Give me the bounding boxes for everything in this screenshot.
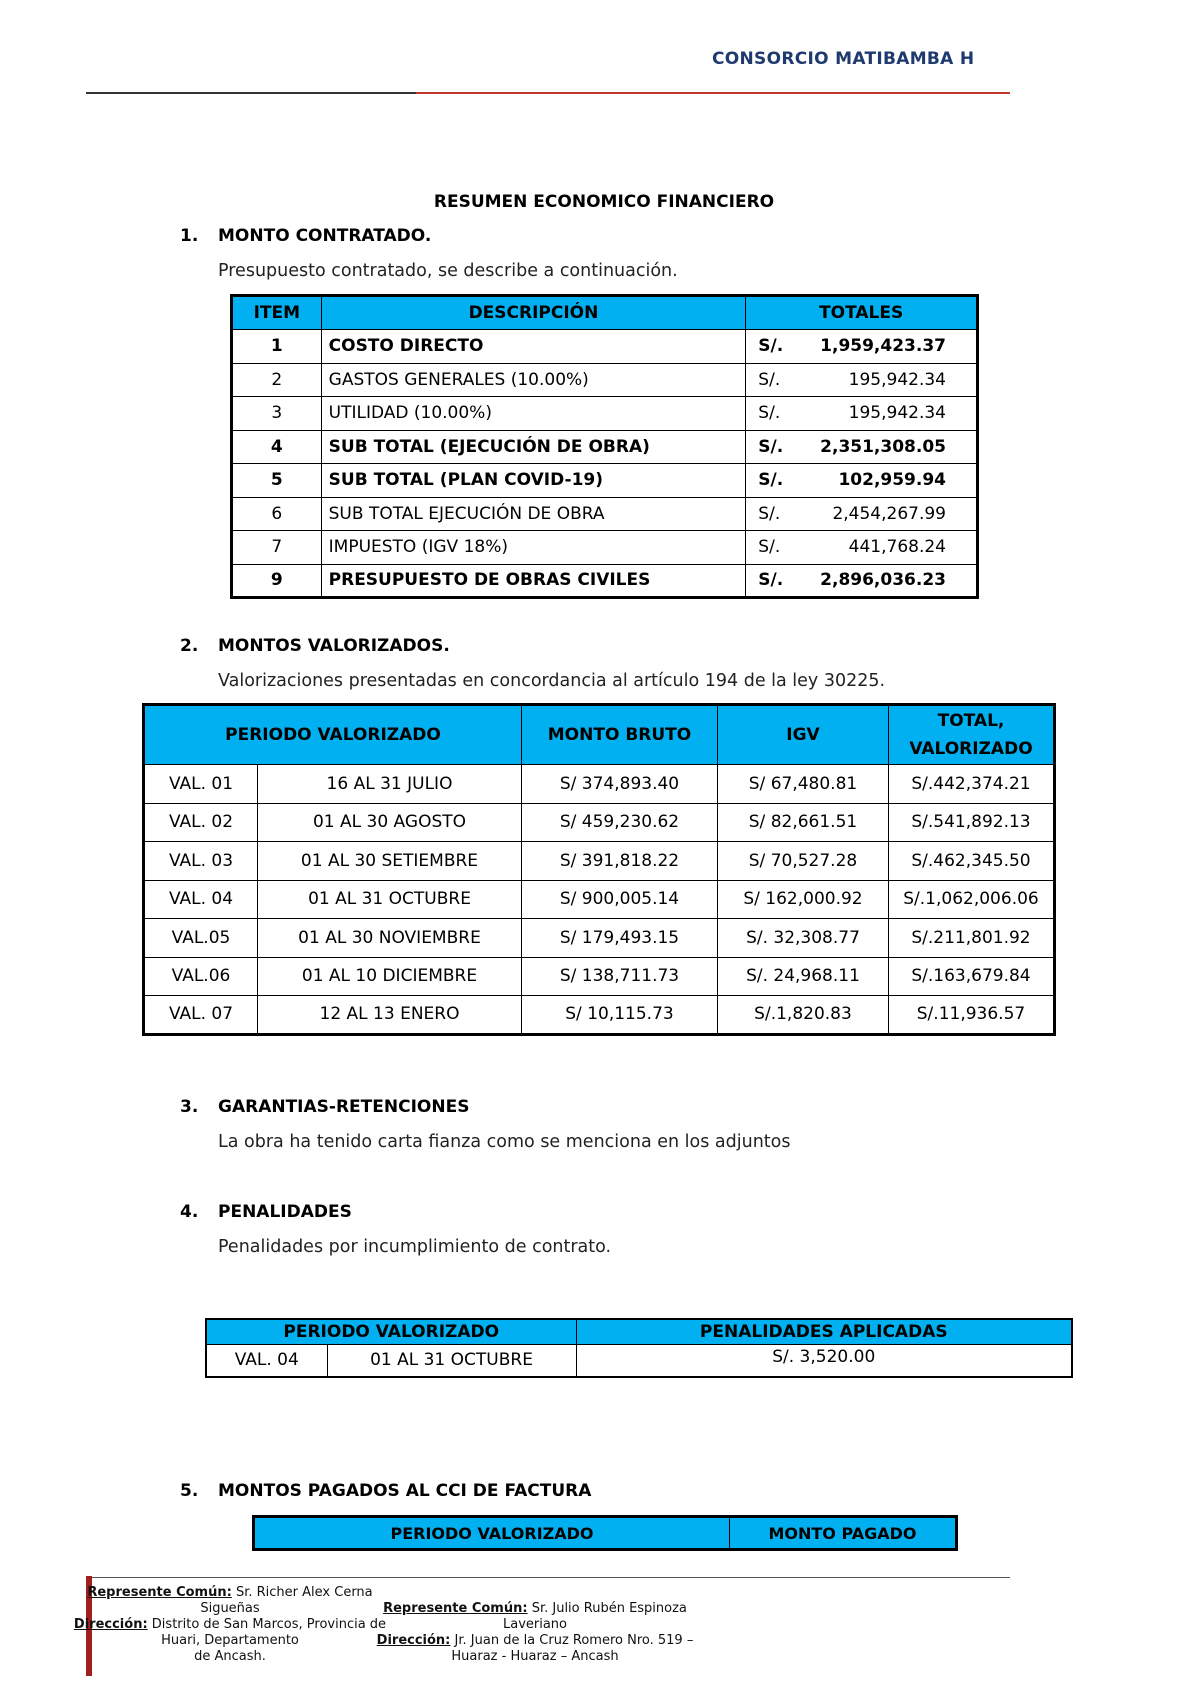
cell-item: 1 <box>232 330 322 364</box>
table-row <box>232 363 978 397</box>
cell-currency: S/. <box>746 430 796 464</box>
table-row <box>144 880 1055 919</box>
cell-igv: S/.1,820.83 <box>718 996 889 1035</box>
footer-right-rep <box>345 1601 725 1617</box>
cell-periodo: 12 AL 13 ENERO <box>258 996 522 1035</box>
column-header-totales: TOTALES <box>746 296 978 330</box>
table-row <box>232 330 978 364</box>
section-number: 3. <box>180 1097 199 1117</box>
column-header-periodo: PERIODO VALORIZADO <box>144 705 522 765</box>
table-row <box>232 531 978 565</box>
column-header-monto-bruto: MONTO BRUTO <box>522 705 718 765</box>
table-header-row <box>232 296 978 330</box>
cell-monto-bruto: S/ 138,711.73 <box>522 957 718 996</box>
section-title: MONTOS PAGADOS AL CCI DE FACTURA <box>218 1481 592 1501</box>
table-row <box>232 430 978 464</box>
cell-periodo: 01 AL 30 SETIEMBRE <box>258 842 522 881</box>
cell-amount: 2,351,308.05 <box>796 430 978 464</box>
cell-val: VAL. 07 <box>144 996 258 1035</box>
cell-description: COSTO DIRECTO <box>321 330 746 364</box>
cell-description: SUB TOTAL EJECUCIÓN DE OBRA <box>321 497 746 531</box>
cell-monto-bruto: S/ 459,230.62 <box>522 803 718 842</box>
section-1-heading <box>180 226 431 246</box>
section-number: 4. <box>180 1202 199 1222</box>
table-row <box>232 497 978 531</box>
cell-amount: 2,896,036.23 <box>796 564 978 598</box>
cell-monto-bruto: S/ 900,005.14 <box>522 880 718 919</box>
cell-periodo: 01 AL 30 NOVIEMBRE <box>258 919 522 958</box>
contract-budget-rows <box>232 330 978 598</box>
cell-currency: S/. <box>746 464 796 498</box>
cell-monto-bruto: S/ 391,818.22 <box>522 842 718 881</box>
company-name: CONSORCIO MATIBAMBA H <box>712 49 975 69</box>
cell-currency: S/. <box>746 330 796 364</box>
cell-amount: 102,959.94 <box>796 464 978 498</box>
column-header-description: DESCRIPCIÓN <box>321 296 746 330</box>
footer-left-rep <box>40 1585 420 1601</box>
cell-total: S/.163,679.84 <box>889 957 1055 996</box>
contract-budget-table <box>230 294 979 599</box>
cell-item: 5 <box>232 464 322 498</box>
cell-total: S/.541,892.13 <box>889 803 1055 842</box>
cell-item: 6 <box>232 497 322 531</box>
column-header-periodo: PERIODO VALORIZADO <box>206 1319 576 1344</box>
total-header-line-2: VALORIZADO <box>909 739 1033 759</box>
cell-val: VAL. 04 <box>206 1344 327 1377</box>
rep-name-cont: Sigueñas <box>200 1601 260 1616</box>
cell-val: VAL. 01 <box>144 765 258 804</box>
cell-igv: S/ 82,661.51 <box>718 803 889 842</box>
cell-description: SUB TOTAL (PLAN COVID-19) <box>321 464 746 498</box>
cell-amount: 1,959,423.37 <box>796 330 978 364</box>
cell-monto-bruto: S/ 179,493.15 <box>522 919 718 958</box>
table-header-row <box>144 705 1055 765</box>
section-title: MONTO CONTRATADO. <box>218 226 432 246</box>
footer-right-dir <box>345 1633 725 1649</box>
column-header-item: ITEM <box>232 296 322 330</box>
column-header-penalidades: PENALIDADES APLICADAS <box>576 1319 1072 1344</box>
document-title: RESUMEN ECONOMICO FINANCIERO <box>433 192 775 212</box>
cell-currency: S/. <box>746 397 796 431</box>
cell-item: 3 <box>232 397 322 431</box>
cell-currency: S/. <box>746 363 796 397</box>
section-4-description: Penalidades por incumplimiento de contrato. <box>218 1237 612 1257</box>
cell-val: VAL.06 <box>144 957 258 996</box>
cell-monto-bruto: S/ 10,115.73 <box>522 996 718 1035</box>
cell-amount: 195,942.34 <box>796 363 978 397</box>
cell-periodo: 01 AL 30 AGOSTO <box>258 803 522 842</box>
table-row <box>144 803 1055 842</box>
cell-periodo: 16 AL 31 JULIO <box>258 765 522 804</box>
table-row <box>144 996 1055 1035</box>
payments-table <box>252 1515 958 1551</box>
table-row <box>144 919 1055 958</box>
table-row <box>232 397 978 431</box>
footer-right-block <box>345 1601 725 1665</box>
cell-igv: S/ 67,480.81 <box>718 765 889 804</box>
cell-igv: S/ 70,527.28 <box>718 842 889 881</box>
rep-label: Represente Común: <box>87 1585 232 1600</box>
column-header-total <box>889 705 1055 765</box>
cell-total: S/.462,345.50 <box>889 842 1055 881</box>
rep-name-cont: Laveriano <box>502 1617 568 1632</box>
section-3-heading <box>180 1097 469 1117</box>
cell-periodo: 01 AL 10 DICIEMBRE <box>258 957 522 996</box>
rep-name: Sr. Julio Rubén Espinoza <box>531 1601 687 1616</box>
cell-val: VAL. 03 <box>144 842 258 881</box>
dir-line: de Ancash. <box>194 1649 266 1664</box>
cell-penalty-amount: S/. 3,520.00 <box>576 1344 1072 1377</box>
table-row <box>144 842 1055 881</box>
cell-igv: S/ 162,000.92 <box>718 880 889 919</box>
column-header-igv: IGV <box>718 705 889 765</box>
section-title: PENALIDADES <box>218 1202 352 1222</box>
table-row <box>144 765 1055 804</box>
section-title: MONTOS VALORIZADOS. <box>218 636 450 656</box>
cell-total: S/.442,374.21 <box>889 765 1055 804</box>
cell-description: SUB TOTAL (EJECUCIÓN DE OBRA) <box>321 430 746 464</box>
penalties-table <box>205 1318 1073 1378</box>
cell-item: 7 <box>232 531 322 565</box>
rep-name: Sr. Richer Alex Cerna <box>235 1585 373 1600</box>
cell-igv: S/. 24,968.11 <box>718 957 889 996</box>
table-row <box>144 957 1055 996</box>
cell-total: S/.211,801.92 <box>889 919 1055 958</box>
section-4-heading <box>180 1202 352 1222</box>
cell-total: S/.1,062,006.06 <box>889 880 1055 919</box>
section-2-heading <box>180 636 450 656</box>
cell-currency: S/. <box>746 531 796 565</box>
cell-total: S/.11,936.57 <box>889 996 1055 1035</box>
cell-amount: 441,768.24 <box>796 531 978 565</box>
section-number: 5. <box>180 1481 199 1501</box>
cell-currency: S/. <box>746 564 796 598</box>
cell-item: 2 <box>232 363 322 397</box>
rep-label: Represente Común: <box>383 1601 528 1616</box>
cell-description: PRESUPUESTO DE OBRAS CIVILES <box>321 564 746 598</box>
table-row <box>232 464 978 498</box>
footer-divider <box>86 1577 1010 1578</box>
valuations-table <box>142 703 1056 1036</box>
cell-currency: S/. <box>746 497 796 531</box>
cell-description: GASTOS GENERALES (10.00%) <box>321 363 746 397</box>
cell-amount: 2,454,267.99 <box>796 497 978 531</box>
cell-item: 4 <box>232 430 322 464</box>
cell-monto-bruto: S/ 374,893.40 <box>522 765 718 804</box>
section-3-description: La obra ha tenido carta fianza como se menciona en los adjuntos <box>218 1132 791 1152</box>
cell-val: VAL. 04 <box>144 880 258 919</box>
cell-igv: S/. 32,308.77 <box>718 919 889 958</box>
dir-line: Distrito de San Marcos, Provincia de <box>151 1617 387 1632</box>
table-row <box>206 1344 1072 1377</box>
cell-val: VAL.05 <box>144 919 258 958</box>
dir-label: Dirección: <box>73 1617 148 1632</box>
table-row <box>232 564 978 598</box>
dir-line: Huaraz - Huaraz – Ancash <box>451 1649 619 1664</box>
section-number: 1. <box>180 226 199 246</box>
cell-val: VAL. 02 <box>144 803 258 842</box>
cell-amount: 195,942.34 <box>796 397 978 431</box>
total-header-line-1: TOTAL, <box>937 711 1005 731</box>
section-1-description: Presupuesto contratado, se describe a continuación. <box>218 261 678 281</box>
cell-periodo: 01 AL 31 OCTUBRE <box>327 1344 576 1377</box>
section-number: 2. <box>180 636 199 656</box>
table-header-row <box>206 1319 1072 1344</box>
column-header-periodo: PERIODO VALORIZADO <box>254 1517 730 1550</box>
column-header-monto-pagado: MONTO PAGADO <box>730 1517 957 1550</box>
section-2-description: Valorizaciones presentadas en concordancia al artículo 194 de la ley 30225. <box>218 671 886 691</box>
table-header-row <box>254 1517 957 1550</box>
section-title: GARANTIAS-RETENCIONES <box>218 1097 470 1117</box>
header-divider <box>86 92 1010 94</box>
dir-line: Huari, Departamento <box>161 1633 299 1648</box>
cell-description: IMPUESTO (IGV 18%) <box>321 531 746 565</box>
cell-item: 9 <box>232 564 322 598</box>
cell-periodo: 01 AL 31 OCTUBRE <box>258 880 522 919</box>
dir-line: Jr. Juan de la Cruz Romero Nro. 519 – <box>454 1633 694 1648</box>
cell-description: UTILIDAD (10.00%) <box>321 397 746 431</box>
section-5-heading <box>180 1481 591 1501</box>
dir-label: Dirección: <box>376 1633 451 1648</box>
valuations-rows <box>144 765 1055 1035</box>
